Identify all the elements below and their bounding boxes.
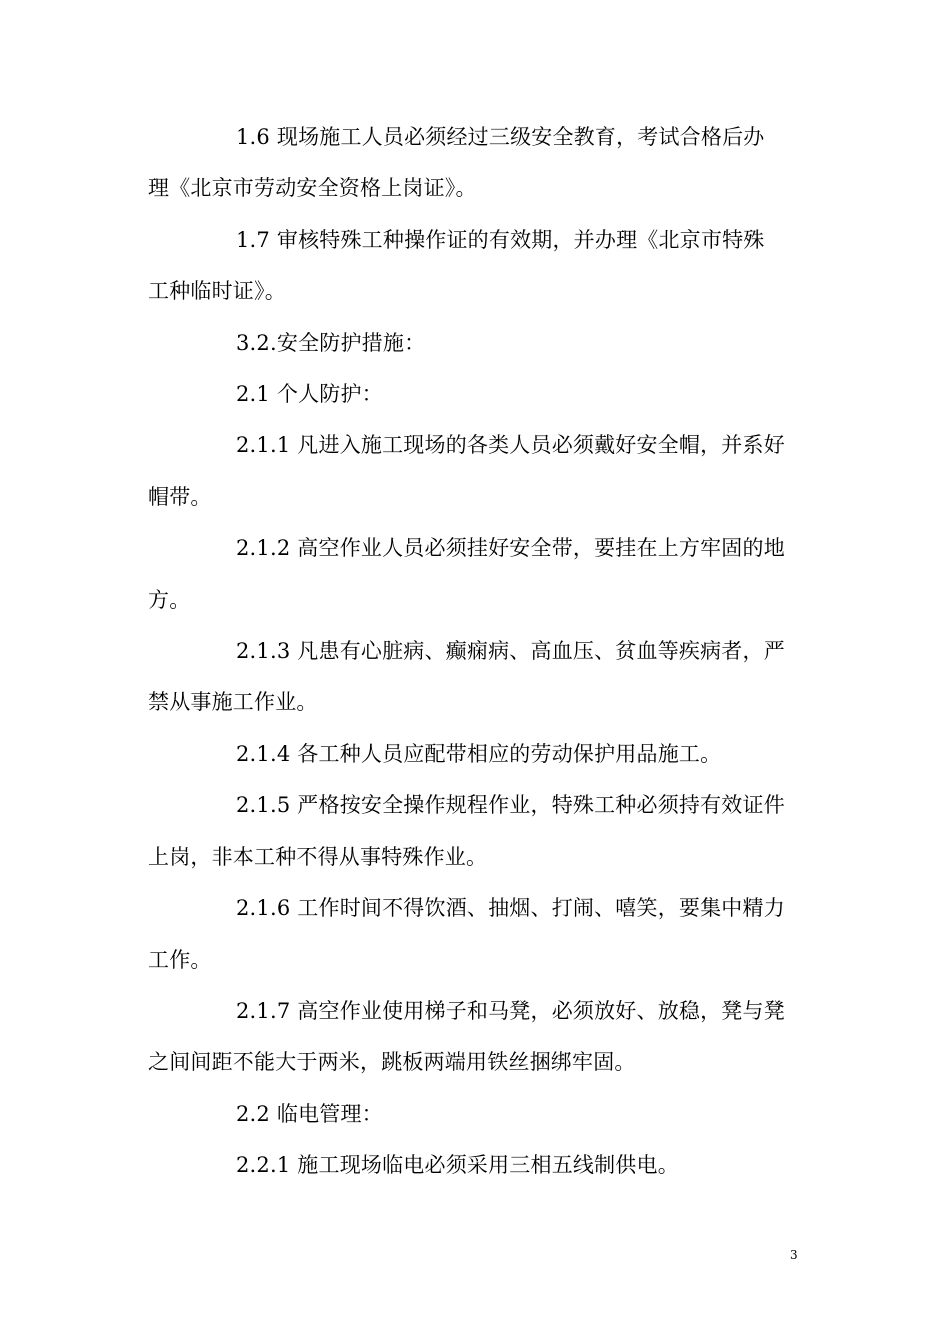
body-line: 2.1.6 工作时间不得饮酒、抽烟、打闹、嘻笑，要集中精力 — [236, 896, 785, 921]
body-line: 方。 — [148, 587, 191, 612]
body-line: 之间间距不能大于两米，跳板两端用铁丝捆绑牢固。 — [148, 1050, 636, 1075]
body-line: 2.1.7 高空作业使用梯子和马凳，必须放好、放稳，凳与凳 — [236, 998, 785, 1023]
document-body — [148, 112, 804, 1192]
body-line: 2.1.1 凡进入施工现场的各类人员必须戴好安全帽，并系好 — [236, 433, 785, 458]
body-line: 禁从事施工作业。 — [148, 690, 318, 715]
section-heading: 3.2.安全防护措施： — [236, 330, 426, 355]
body-line: 上岗，非本工种不得从事特殊作业。 — [148, 844, 488, 869]
body-line: 理《北京市劳动安全资格上岗证》。 — [148, 176, 477, 201]
body-line: 2.2.1 施工现场临电必须采用三相五线制供电。 — [236, 1153, 679, 1178]
body-line: 工作。 — [148, 947, 212, 972]
body-line: 1.7 审核特殊工种操作证的有效期，并办理《北京市特殊 — [236, 227, 765, 252]
body-line: 2.1.4 各工种人员应配带相应的劳动保护用品施工。 — [236, 741, 722, 766]
subsection-heading: 2.2 临电管理： — [236, 1101, 383, 1126]
body-line: 2.1.2 高空作业人员必须挂好安全带，要挂在上方牢固的地 — [236, 536, 785, 561]
body-line: 2.1.3 凡患有心脏病、癫痫病、高血压、贫血等疾病者，严 — [236, 639, 785, 664]
subsection-heading: 2.1 个人防护： — [236, 382, 383, 407]
body-line: 工种临时证》。 — [148, 279, 286, 304]
body-line: 1.6 现场施工人员必须经过三级安全教育，考试合格后办 — [236, 125, 765, 149]
page-number: 3 — [790, 1248, 798, 1262]
body-line: 帽带。 — [148, 484, 212, 509]
body-line: 2.1.5 严格按安全操作规程作业，特殊工种必须持有效证件 — [236, 793, 785, 818]
